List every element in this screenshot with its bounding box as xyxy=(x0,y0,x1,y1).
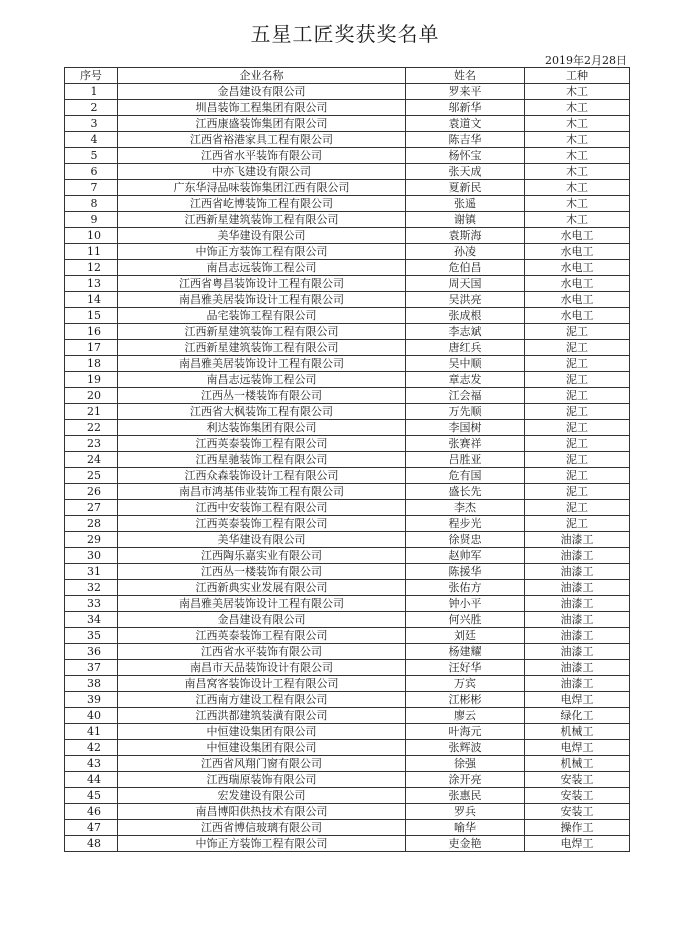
cell-number: 48 xyxy=(65,836,118,852)
cell-name: 张佑方 xyxy=(406,580,525,596)
cell-company: 广东华浔品味装饰集团江西有限公司 xyxy=(118,180,406,196)
table-row xyxy=(65,500,630,516)
table-row xyxy=(65,292,630,308)
cell-trade: 油漆工 xyxy=(525,564,630,580)
cell-company: 江西英泰装饰工程有限公司 xyxy=(118,436,406,452)
cell-company: 南昌雅美居装饰设计工程有限公司 xyxy=(118,292,406,308)
cell-name: 谢镇 xyxy=(406,212,525,228)
cell-company: 中饰正方装饰工程有限公司 xyxy=(118,244,406,260)
cell-company: 中恒建设集团有限公司 xyxy=(118,740,406,756)
cell-trade: 泥工 xyxy=(525,404,630,420)
cell-name: 万宾 xyxy=(406,676,525,692)
header-number: 序号 xyxy=(65,68,118,84)
cell-trade: 木工 xyxy=(525,116,630,132)
cell-company: 圳昌装饰工程集团有限公司 xyxy=(118,100,406,116)
cell-trade: 水电工 xyxy=(525,260,630,276)
cell-number: 27 xyxy=(65,500,118,516)
cell-company: 江西省风翔门窗有限公司 xyxy=(118,756,406,772)
cell-trade: 木工 xyxy=(525,100,630,116)
table-row xyxy=(65,340,630,356)
cell-name: 罗兵 xyxy=(406,804,525,820)
cell-company: 南昌窝客装饰设计工程有限公司 xyxy=(118,676,406,692)
cell-number: 21 xyxy=(65,404,118,420)
cell-trade: 泥工 xyxy=(525,340,630,356)
cell-number: 31 xyxy=(65,564,118,580)
cell-name: 张天成 xyxy=(406,164,525,180)
cell-number: 4 xyxy=(65,132,118,148)
table-row xyxy=(65,468,630,484)
cell-trade: 电焊工 xyxy=(525,692,630,708)
cell-company: 江西中安装饰工程有限公司 xyxy=(118,500,406,516)
cell-name: 李国树 xyxy=(406,420,525,436)
cell-name: 杨建耀 xyxy=(406,644,525,660)
cell-name: 刘廷 xyxy=(406,628,525,644)
cell-trade: 木工 xyxy=(525,196,630,212)
cell-name: 程步光 xyxy=(406,516,525,532)
table-row xyxy=(65,644,630,660)
cell-name: 涂开亮 xyxy=(406,772,525,788)
cell-trade: 木工 xyxy=(525,164,630,180)
cell-name: 吴中顺 xyxy=(406,356,525,372)
table-row xyxy=(65,452,630,468)
table-row xyxy=(65,660,630,676)
table-row xyxy=(65,772,630,788)
table-row xyxy=(65,820,630,836)
cell-trade: 泥工 xyxy=(525,388,630,404)
cell-trade: 木工 xyxy=(525,148,630,164)
cell-company: 中亦飞建设有限公司 xyxy=(118,164,406,180)
table-header-row xyxy=(65,68,630,84)
cell-number: 5 xyxy=(65,148,118,164)
cell-number: 13 xyxy=(65,276,118,292)
cell-number: 34 xyxy=(65,612,118,628)
cell-number: 37 xyxy=(65,660,118,676)
cell-number: 9 xyxy=(65,212,118,228)
table-body xyxy=(65,84,630,852)
table-row xyxy=(65,788,630,804)
cell-trade: 水电工 xyxy=(525,292,630,308)
cell-number: 3 xyxy=(65,116,118,132)
cell-company: 江西省水平装饰有限公司 xyxy=(118,644,406,660)
table-row xyxy=(65,276,630,292)
cell-number: 16 xyxy=(65,324,118,340)
table-row xyxy=(65,356,630,372)
cell-name: 吏金艳 xyxy=(406,836,525,852)
cell-company: 江西新星建筑装饰工程有限公司 xyxy=(118,324,406,340)
cell-trade: 泥工 xyxy=(525,452,630,468)
document-date: 2019年2月28日 xyxy=(545,54,627,67)
cell-name: 叶海元 xyxy=(406,724,525,740)
cell-company: 江西省粤昌装饰设计工程有限公司 xyxy=(118,276,406,292)
cell-number: 22 xyxy=(65,420,118,436)
cell-company: 南昌志远装饰工程公司 xyxy=(118,260,406,276)
table-row xyxy=(65,740,630,756)
cell-company: 江西众森装饰设计工程有限公司 xyxy=(118,468,406,484)
table-row xyxy=(65,116,630,132)
cell-company: 金昌建设有限公司 xyxy=(118,84,406,100)
cell-name: 袁斯海 xyxy=(406,228,525,244)
cell-number: 42 xyxy=(65,740,118,756)
cell-trade: 泥工 xyxy=(525,516,630,532)
table-row xyxy=(65,148,630,164)
cell-company: 南昌博阳供热技术有限公司 xyxy=(118,804,406,820)
cell-name: 张成根 xyxy=(406,308,525,324)
cell-trade: 水电工 xyxy=(525,276,630,292)
cell-name: 江会福 xyxy=(406,388,525,404)
cell-name: 汪好华 xyxy=(406,660,525,676)
cell-name: 周天国 xyxy=(406,276,525,292)
cell-trade: 泥工 xyxy=(525,436,630,452)
table-row xyxy=(65,548,630,564)
table-row xyxy=(65,836,630,852)
cell-number: 44 xyxy=(65,772,118,788)
cell-name: 张遥 xyxy=(406,196,525,212)
cell-company: 江西洪都建筑装潢有限公司 xyxy=(118,708,406,724)
cell-company: 美华建设有限公司 xyxy=(118,228,406,244)
cell-number: 29 xyxy=(65,532,118,548)
cell-company: 江西新星建筑装饰工程有限公司 xyxy=(118,340,406,356)
cell-company: 江西星驰装饰工程有限公司 xyxy=(118,452,406,468)
cell-trade: 木工 xyxy=(525,212,630,228)
cell-number: 18 xyxy=(65,356,118,372)
cell-trade: 油漆工 xyxy=(525,580,630,596)
table-row xyxy=(65,628,630,644)
cell-trade: 机械工 xyxy=(525,756,630,772)
cell-trade: 油漆工 xyxy=(525,532,630,548)
cell-trade: 木工 xyxy=(525,180,630,196)
cell-number: 15 xyxy=(65,308,118,324)
cell-trade: 安装工 xyxy=(525,788,630,804)
cell-name: 危有国 xyxy=(406,468,525,484)
cell-number: 33 xyxy=(65,596,118,612)
cell-company: 江西省裕港家具工程有限公司 xyxy=(118,132,406,148)
cell-number: 26 xyxy=(65,484,118,500)
cell-trade: 泥工 xyxy=(525,484,630,500)
cell-number: 43 xyxy=(65,756,118,772)
table-row xyxy=(65,804,630,820)
cell-name: 夏新民 xyxy=(406,180,525,196)
cell-company: 江西新典实业发展有限公司 xyxy=(118,580,406,596)
cell-company: 南昌市天品装饰设计有限公司 xyxy=(118,660,406,676)
cell-number: 41 xyxy=(65,724,118,740)
cell-name: 钟小平 xyxy=(406,596,525,612)
cell-number: 28 xyxy=(65,516,118,532)
cell-trade: 油漆工 xyxy=(525,660,630,676)
cell-number: 2 xyxy=(65,100,118,116)
cell-number: 46 xyxy=(65,804,118,820)
cell-name: 孙凌 xyxy=(406,244,525,260)
cell-number: 12 xyxy=(65,260,118,276)
table-row xyxy=(65,308,630,324)
cell-trade: 泥工 xyxy=(525,500,630,516)
cell-name: 喻华 xyxy=(406,820,525,836)
cell-company: 江西省屹博装饰工程有限公司 xyxy=(118,196,406,212)
cell-number: 38 xyxy=(65,676,118,692)
cell-number: 23 xyxy=(65,436,118,452)
cell-trade: 水电工 xyxy=(525,244,630,260)
cell-number: 10 xyxy=(65,228,118,244)
cell-trade: 木工 xyxy=(525,132,630,148)
table-row xyxy=(65,84,630,100)
cell-name: 江彬彬 xyxy=(406,692,525,708)
table-row xyxy=(65,516,630,532)
cell-name: 万先顺 xyxy=(406,404,525,420)
cell-trade: 油漆工 xyxy=(525,644,630,660)
cell-name: 廖云 xyxy=(406,708,525,724)
cell-trade: 电焊工 xyxy=(525,836,630,852)
table-row xyxy=(65,388,630,404)
cell-name: 杨怀宝 xyxy=(406,148,525,164)
cell-company: 中恒建设集团有限公司 xyxy=(118,724,406,740)
cell-company: 江西南方建设工程有限公司 xyxy=(118,692,406,708)
cell-name: 陈吉华 xyxy=(406,132,525,148)
table-row xyxy=(65,596,630,612)
cell-number: 20 xyxy=(65,388,118,404)
cell-number: 7 xyxy=(65,180,118,196)
cell-name: 吴洪亮 xyxy=(406,292,525,308)
cell-name: 袁道文 xyxy=(406,116,525,132)
table-row xyxy=(65,100,630,116)
cell-company: 金昌建设有限公司 xyxy=(118,612,406,628)
cell-company: 江西省博信玻璃有限公司 xyxy=(118,820,406,836)
cell-company: 江西英泰装饰工程有限公司 xyxy=(118,516,406,532)
cell-company: 江西丛一楼装饰有限公司 xyxy=(118,388,406,404)
cell-company: 南昌雅美居装饰设计工程有限公司 xyxy=(118,356,406,372)
table-row xyxy=(65,212,630,228)
cell-name: 徐贤忠 xyxy=(406,532,525,548)
table-row xyxy=(65,244,630,260)
table-row xyxy=(65,756,630,772)
cell-number: 40 xyxy=(65,708,118,724)
cell-company: 江西瑞原装饰有限公司 xyxy=(118,772,406,788)
table-row xyxy=(65,372,630,388)
cell-name: 吕胜亚 xyxy=(406,452,525,468)
header-trade: 工种 xyxy=(525,68,630,84)
table-row xyxy=(65,180,630,196)
cell-trade: 泥工 xyxy=(525,468,630,484)
cell-name: 张辉波 xyxy=(406,740,525,756)
header-company: 企业名称 xyxy=(118,68,406,84)
cell-name: 徐强 xyxy=(406,756,525,772)
cell-name: 陈援华 xyxy=(406,564,525,580)
cell-number: 6 xyxy=(65,164,118,180)
cell-company: 江西新星建筑装饰工程有限公司 xyxy=(118,212,406,228)
cell-company: 宏发建设有限公司 xyxy=(118,788,406,804)
cell-trade: 机械工 xyxy=(525,724,630,740)
cell-trade: 电焊工 xyxy=(525,740,630,756)
cell-number: 47 xyxy=(65,820,118,836)
cell-company: 中饰正方装饰工程有限公司 xyxy=(118,836,406,852)
cell-trade: 泥工 xyxy=(525,324,630,340)
cell-trade: 泥工 xyxy=(525,372,630,388)
cell-trade: 油漆工 xyxy=(525,548,630,564)
cell-name: 何兴胜 xyxy=(406,612,525,628)
cell-trade: 油漆工 xyxy=(525,628,630,644)
cell-number: 14 xyxy=(65,292,118,308)
cell-name: 章志发 xyxy=(406,372,525,388)
cell-company: 江西陶乐嘉实业有限公司 xyxy=(118,548,406,564)
cell-trade: 安装工 xyxy=(525,772,630,788)
table-row xyxy=(65,692,630,708)
cell-name: 张惠民 xyxy=(406,788,525,804)
cell-name: 盛长先 xyxy=(406,484,525,500)
cell-number: 8 xyxy=(65,196,118,212)
cell-company: 江西丛一楼装饰有限公司 xyxy=(118,564,406,580)
table-row xyxy=(65,260,630,276)
cell-company: 南昌志远装饰工程公司 xyxy=(118,372,406,388)
cell-number: 32 xyxy=(65,580,118,596)
table-row xyxy=(65,580,630,596)
cell-company: 品宅装饰工程有限公司 xyxy=(118,308,406,324)
cell-name: 罗来平 xyxy=(406,84,525,100)
cell-company: 利达装饰集团有限公司 xyxy=(118,420,406,436)
cell-company: 江西英泰装饰工程有限公司 xyxy=(118,628,406,644)
cell-trade: 泥工 xyxy=(525,420,630,436)
table-row xyxy=(65,436,630,452)
table-row xyxy=(65,324,630,340)
cell-trade: 油漆工 xyxy=(525,676,630,692)
cell-number: 11 xyxy=(65,244,118,260)
cell-name: 邬新华 xyxy=(406,100,525,116)
cell-trade: 安装工 xyxy=(525,804,630,820)
cell-trade: 泥工 xyxy=(525,356,630,372)
cell-name: 危伯昌 xyxy=(406,260,525,276)
table-row xyxy=(65,564,630,580)
cell-name: 李杰 xyxy=(406,500,525,516)
cell-number: 36 xyxy=(65,644,118,660)
cell-number: 19 xyxy=(65,372,118,388)
award-table xyxy=(64,67,630,852)
cell-company: 江西省水平装饰有限公司 xyxy=(118,148,406,164)
cell-number: 45 xyxy=(65,788,118,804)
cell-number: 25 xyxy=(65,468,118,484)
cell-name: 赵帅军 xyxy=(406,548,525,564)
cell-name: 张赛祥 xyxy=(406,436,525,452)
table-row xyxy=(65,708,630,724)
table-row xyxy=(65,404,630,420)
header-name: 姓名 xyxy=(406,68,525,84)
cell-name: 唐红兵 xyxy=(406,340,525,356)
cell-number: 24 xyxy=(65,452,118,468)
table-row xyxy=(65,612,630,628)
table-row xyxy=(65,532,630,548)
table-row xyxy=(65,164,630,180)
cell-trade: 绿化工 xyxy=(525,708,630,724)
cell-number: 17 xyxy=(65,340,118,356)
cell-company: 江西康盛装饰集团有限公司 xyxy=(118,116,406,132)
cell-trade: 木工 xyxy=(525,84,630,100)
cell-trade: 水电工 xyxy=(525,228,630,244)
cell-number: 39 xyxy=(65,692,118,708)
cell-company: 美华建设有限公司 xyxy=(118,532,406,548)
cell-name: 李志斌 xyxy=(406,324,525,340)
cell-company: 江西省大枫装饰工程有限公司 xyxy=(118,404,406,420)
cell-company: 南昌市鸿基伟业装饰工程有限公司 xyxy=(118,484,406,500)
cell-number: 1 xyxy=(65,84,118,100)
table-row xyxy=(65,676,630,692)
cell-trade: 油漆工 xyxy=(525,612,630,628)
cell-number: 30 xyxy=(65,548,118,564)
table-row xyxy=(65,724,630,740)
page-title: 五星工匠奖获奖名单 xyxy=(250,22,440,46)
cell-trade: 水电工 xyxy=(525,308,630,324)
cell-trade: 操作工 xyxy=(525,820,630,836)
table-row xyxy=(65,196,630,212)
cell-number: 35 xyxy=(65,628,118,644)
table-row xyxy=(65,484,630,500)
cell-trade: 油漆工 xyxy=(525,596,630,612)
table-row xyxy=(65,228,630,244)
table-row xyxy=(65,132,630,148)
cell-company: 南昌雅美居装饰设计工程有限公司 xyxy=(118,596,406,612)
table-row xyxy=(65,420,630,436)
